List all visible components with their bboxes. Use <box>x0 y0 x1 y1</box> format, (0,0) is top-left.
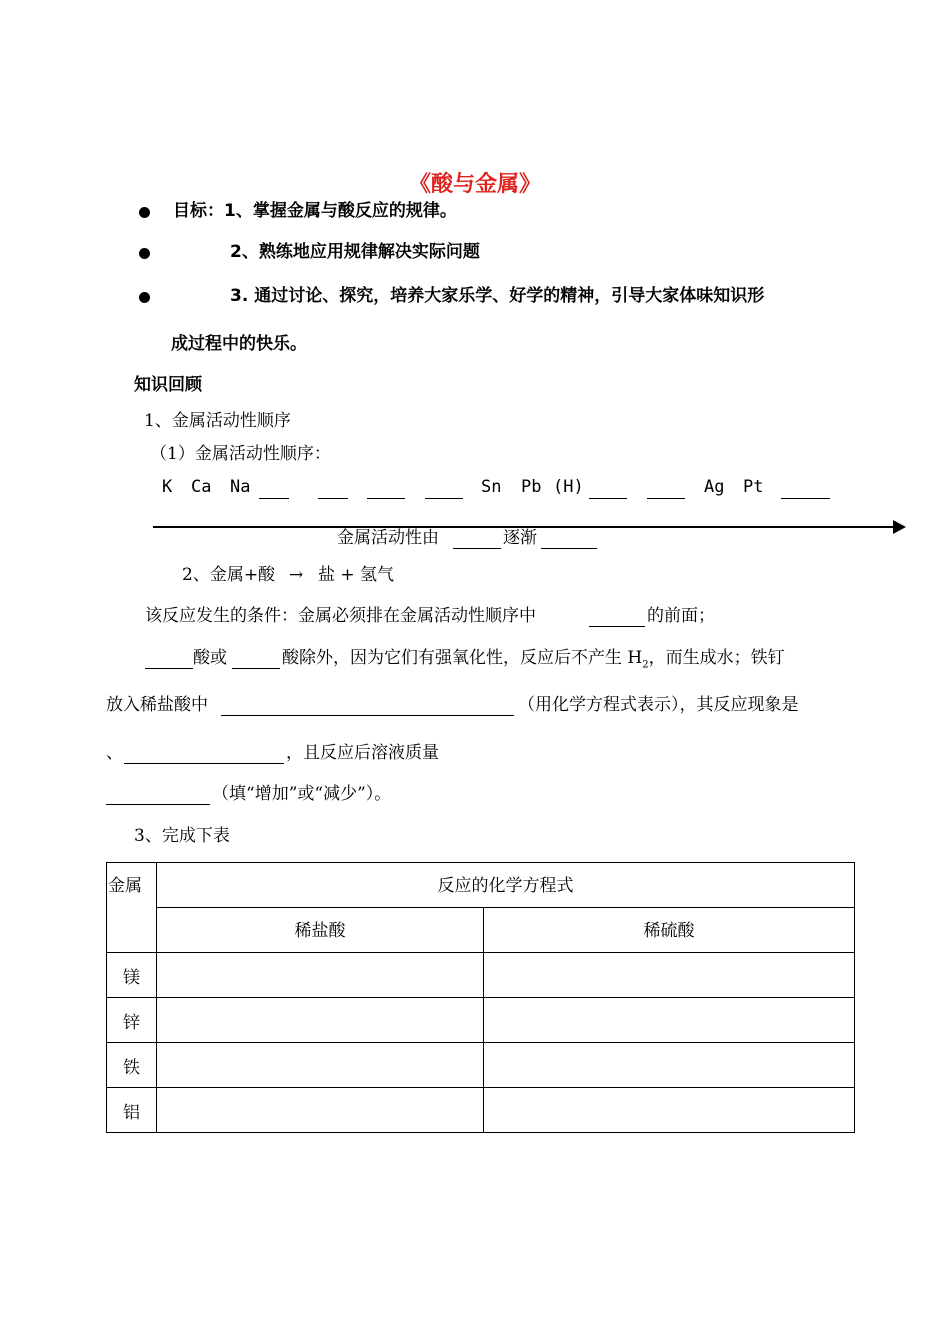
reaction-table <box>106 862 855 1133</box>
blank-series-1[interactable] <box>259 497 289 499</box>
metal-cell <box>107 1043 157 1088</box>
nail-text-b: （用化学方程式表示），其反应现象是 <box>518 695 799 715</box>
mass-text: （填“增加”或“减少”）。 <box>212 784 392 804</box>
header-h2so4-label: 稀硫酸 <box>643 921 695 941</box>
acid-text-b <box>282 650 785 670</box>
metal-name: 铁 <box>123 1058 140 1078</box>
review-item-3: 3、完成下表 <box>134 826 230 846</box>
reaction-arrow: → <box>289 565 304 585</box>
answer-cell-hcl[interactable] <box>157 1088 484 1133</box>
condition-text-a: 该反应发生的条件：金属必须排在金属活动性顺序中 <box>145 606 536 626</box>
series-na: Na <box>230 477 251 497</box>
bullet-icon <box>139 292 150 303</box>
metal-cell <box>107 953 157 998</box>
review-heading: 知识回顾 <box>134 375 202 395</box>
series-k: K <box>162 477 173 497</box>
blank-series-2[interactable] <box>318 497 348 499</box>
table-row <box>107 953 855 998</box>
answer-cell-h2so4[interactable] <box>484 998 855 1043</box>
series-pt: Pt <box>743 477 764 497</box>
blank-series-5[interactable] <box>589 497 627 499</box>
review-item-1: 1、金属活动性顺序 <box>144 411 291 431</box>
blank-acid-1[interactable] <box>145 667 193 669</box>
objective-3b: 成过程中的快乐。 <box>171 334 307 354</box>
header-equation-label: 反应的化学方程式 <box>437 876 574 896</box>
review-item-2-post: 盐 + 氢气 <box>318 565 395 585</box>
metal-cell <box>107 998 157 1043</box>
acid-text-a: 酸或 <box>193 648 227 668</box>
acid-text-tail: ，而生成水；铁钉 <box>648 648 785 668</box>
blank-activity-to[interactable] <box>541 547 597 549</box>
series-h: (H) <box>553 477 584 497</box>
condition-text-b: 的前面； <box>647 606 715 626</box>
bullet-icon <box>139 248 150 259</box>
blank-series-6[interactable] <box>647 497 685 499</box>
series-ca: Ca <box>191 477 212 497</box>
header-hcl <box>157 908 484 953</box>
page-title: 《酸与金属》 <box>409 172 542 197</box>
metal-name: 镁 <box>123 968 140 988</box>
answer-cell-h2so4[interactable] <box>484 1043 855 1088</box>
acid-text-main: 酸除外，因为它们有强氧化性，反应后不产生 H <box>282 648 643 668</box>
table-row <box>107 1088 855 1133</box>
blank-series-4[interactable] <box>425 497 463 499</box>
objective-2: 2、熟练地应用规律解决实际问题 <box>230 242 480 262</box>
nail-text-a: 放入稀盐酸中 <box>106 695 208 715</box>
answer-cell-hcl[interactable] <box>157 953 484 998</box>
series-pb: Pb <box>521 477 542 497</box>
header-metal-label: 金属 <box>108 876 142 896</box>
answer-cell-h2so4[interactable] <box>484 953 855 998</box>
blank-acid-2[interactable] <box>232 667 280 669</box>
header-h2so4 <box>484 908 855 953</box>
metal-name: 锌 <box>123 1013 140 1033</box>
answer-cell-h2so4[interactable] <box>484 1088 855 1133</box>
blank-series-3[interactable] <box>367 497 405 499</box>
metal-cell <box>107 1088 157 1133</box>
phenomenon-text-b: ，且反应后溶液质量 <box>286 743 439 763</box>
blank-equation[interactable] <box>221 714 514 716</box>
arrow-caption-a: 金属活动性由 <box>337 528 439 548</box>
blank-series-7[interactable] <box>781 497 830 499</box>
blank-condition[interactable] <box>589 625 645 627</box>
table-row <box>107 998 855 1043</box>
objective-3a: 3. 通过讨论、探究，培养大家乐学、好学的精神，引导大家体味知识形 <box>230 286 765 306</box>
blank-phenomenon[interactable] <box>124 762 284 764</box>
objective-1: 目标：1、掌握金属与酸反应的规律。 <box>173 201 457 221</box>
blank-activity-from[interactable] <box>453 547 501 549</box>
blank-mass[interactable] <box>106 803 210 805</box>
series-sn: Sn <box>481 477 502 497</box>
series-ag: Ag <box>704 477 725 497</box>
bullet-icon <box>139 207 150 218</box>
metal-name: 铝 <box>123 1103 140 1123</box>
answer-cell-hcl[interactable] <box>157 998 484 1043</box>
review-item-1-sub: （1）金属活动性顺序： <box>150 444 331 464</box>
answer-cell-hcl[interactable] <box>157 1043 484 1088</box>
arrow-right-icon <box>893 520 906 534</box>
arrow-caption-b: 逐渐 <box>503 528 537 548</box>
header-hcl-label: 稀盐酸 <box>294 921 346 941</box>
header-metal <box>107 863 157 953</box>
table-row <box>107 1043 855 1088</box>
acid-subscript: 2 <box>642 659 649 671</box>
review-item-2-pre: 2、金属+酸 <box>182 565 276 585</box>
header-equation <box>157 863 855 908</box>
phenomenon-text-a: 、 <box>106 743 123 763</box>
